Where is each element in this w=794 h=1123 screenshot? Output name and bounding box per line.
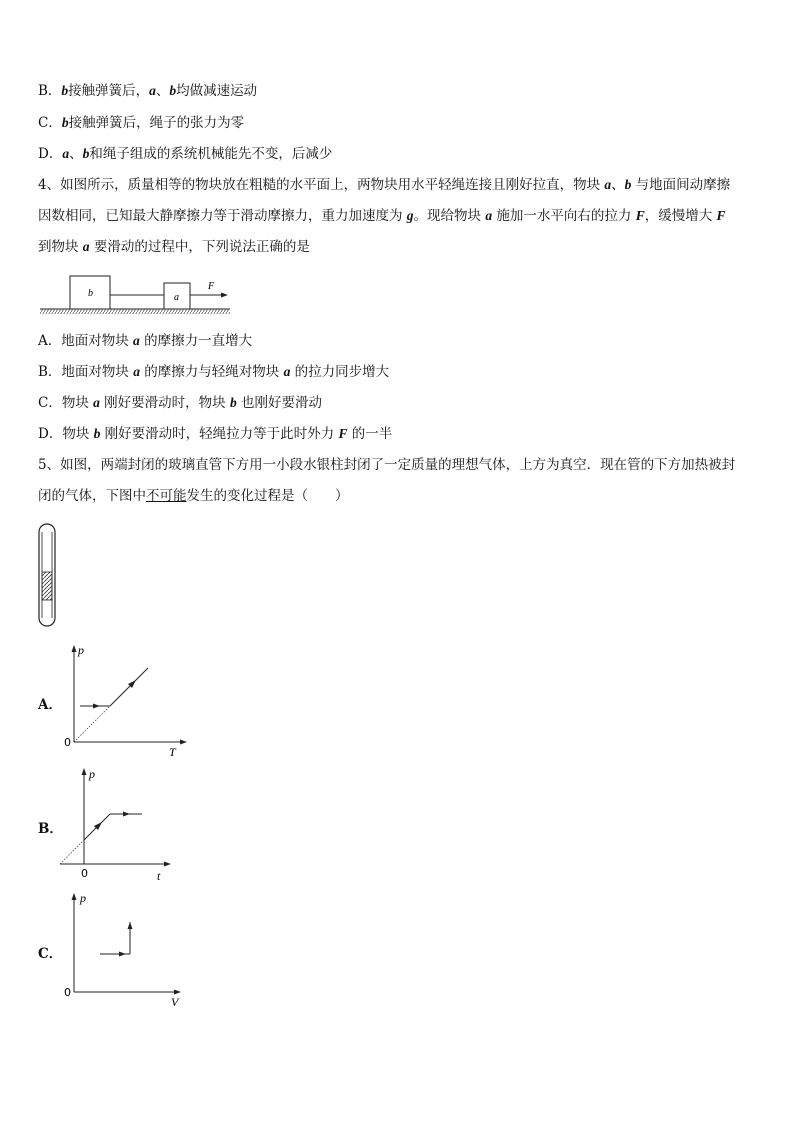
var: b [93,426,101,441]
force-arrowhead [221,293,228,298]
isobaric-arrow [93,704,100,709]
y-axis-arrowhead [82,768,87,775]
graph-c [60,888,190,1010]
var: g [406,208,414,223]
origin-label: 0 [81,867,88,880]
text: 到物块 [38,239,83,255]
y-axis-arrowhead [72,645,77,652]
q4-option-a [38,332,252,350]
force-label: F [208,281,215,292]
text: 接触弹簧后， [68,83,150,99]
text: 4、如图所示，质量相等的物块放在粗糙的水平面上，两物块用水平轻绳连接且刚好拉直，物块 [38,177,605,193]
text: 和绳子组成的系统机械能先不变，后减少 [89,146,333,162]
block-a-label: a [174,292,179,303]
glass-tube-figure [36,522,60,630]
q4-option-c [38,394,322,412]
var: b [61,83,69,98]
graph-b-label: B． [38,821,63,837]
q5-stem-line1: 5、如图，两端封闭的玻璃直管下方用一小段水银柱封闭了一定质量的理想气体，上方为真空．现在管的下方加热被封 [38,457,736,473]
flat-arrow [123,812,130,817]
q4-stem-line3 [38,238,310,256]
q4-option-d [38,425,392,443]
y-axis-label: p [89,767,95,781]
x-axis-label: V [171,995,179,1009]
var: F [716,208,726,223]
q4-blocks-figure [38,272,238,320]
y-axis-label: p [78,643,84,657]
var: a [485,208,493,223]
block-b-label: b [88,288,93,299]
text: 的摩擦力与轻绳对物块 [139,364,284,380]
text: 也刚好要滑动 [236,395,323,411]
text: 的拉力同步增大 [290,364,390,380]
x-axis-arrowhead [180,740,187,745]
x-axis-arrowhead [164,862,171,867]
origin-label: 0 [64,986,71,999]
text: 刚好要滑动时，物块 [99,395,230,411]
text: D．物块 [38,426,94,442]
text: ，缓慢增大 [644,208,717,224]
graph-a [60,642,190,760]
mercury-column [42,572,52,600]
ground-hatch [40,309,230,314]
isochoric-arrow [128,922,133,929]
text: 、 [69,146,83,162]
text: 的一半 [347,426,393,442]
isobaric-arrow [119,952,126,957]
var: F [338,426,348,441]
var: b [624,177,632,192]
text: 发生的变化过程是（ ） [186,488,349,504]
text: 、 [611,177,625,193]
var: b [169,83,177,98]
text: A．地面对物块 [38,333,134,349]
text: 。现给物块 [413,208,486,224]
var: a [93,395,100,410]
y-axis-label: p [80,891,86,905]
q3-option-c [38,114,244,132]
isochoric-segment [110,668,148,706]
text: 、 [155,83,170,99]
text: 接触弹簧后，绳子的张力为零 [68,115,245,131]
var: a [133,364,140,379]
text: 刚好要滑动时，轻绳拉力等于此时外力 [100,426,339,442]
x-axis-arrowhead [174,990,181,995]
var: a [62,146,70,161]
q4-option-b [38,363,389,381]
x-axis-label: t [157,869,161,883]
underlined-text: 不可能 [146,488,187,504]
option-prefix: B． [38,83,62,99]
dashed-extension [60,840,84,864]
var: b [61,115,69,130]
q5-stem-line2 [38,487,349,505]
text: 要滑动的过程中，下列说法正确的是 [89,239,310,255]
option-prefix: D． [38,146,63,162]
graph-b [60,764,175,884]
q3-option-d [38,145,332,163]
var: a [283,364,291,379]
var: a [133,333,140,348]
var: b [82,146,90,161]
text: C．物块 [38,395,94,411]
option-prefix: C． [38,115,62,131]
y-axis-arrowhead [72,893,77,900]
var: a [149,83,156,98]
q3-option-b [38,82,257,100]
origin-label: 0 [64,736,71,749]
text: 的摩擦力一直增大 [139,333,253,349]
text: 因数相同，已知最大静摩擦力等于滑动摩擦力，重力加速度为 [38,208,407,224]
x-axis-label: T [169,745,176,759]
text: 闭的气体，下图中 [38,488,146,504]
text: 与地面间动摩擦 [631,177,731,193]
text: 施加一水平向右的拉力 [492,208,636,224]
graph-a-label: A． [38,697,62,713]
text: 均做减速运动 [176,83,258,99]
q4-stem-line2 [38,207,726,225]
text: B．地面对物块 [38,364,134,380]
q4-stem-line1 [38,176,730,194]
var: a [82,239,90,254]
var: a [604,177,612,192]
var: b [229,395,237,410]
graph-c-label: C． [38,946,63,962]
var: F [635,208,645,223]
dashed-extension [74,706,110,742]
